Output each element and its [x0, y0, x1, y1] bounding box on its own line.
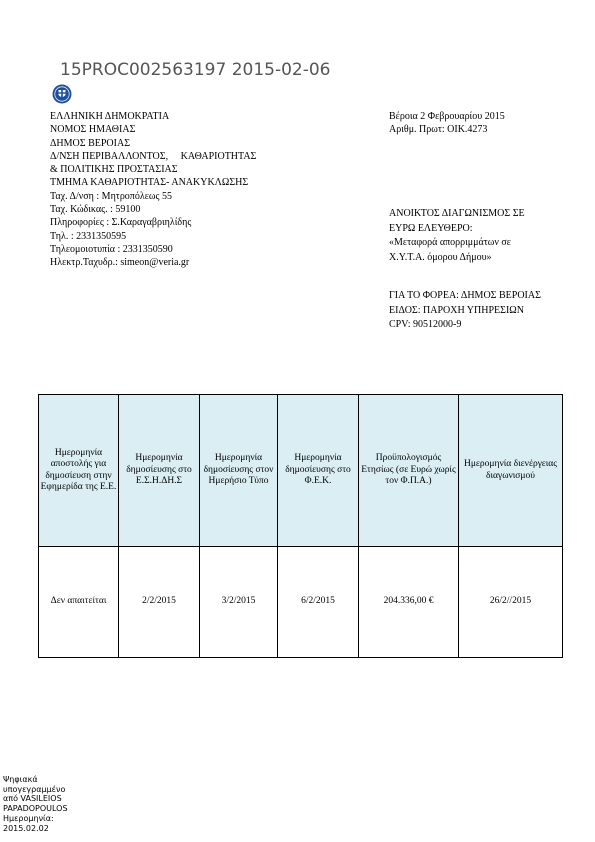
- table-cell: 2/2/2015: [119, 547, 200, 658]
- date-line: Βέροια 2 Φεβρουαρίου 2015: [389, 111, 505, 122]
- table-cell: Δεν απαιτείται: [39, 547, 119, 658]
- date-block: [389, 110, 579, 137]
- sender-line: Ταχ. Δ/νση : Μητροπόλεως 55: [50, 190, 172, 202]
- signature-line: Ψηφιακά: [3, 775, 38, 784]
- table-header-row: [39, 395, 563, 547]
- signature-line: από VASILEIOS: [3, 794, 62, 804]
- table-header-cell: Προϋπολογισμός Ετησίως (σε Ευρώ χωρίς τον Φ.Π.Α.): [359, 395, 459, 547]
- table-row: [39, 547, 563, 658]
- table-header-cell: Ημερομηνία αποστολής για δημοσίευση στην Εφημερίδα της Ε.Ε.: [39, 395, 119, 547]
- greek-emblem-icon: [52, 84, 72, 104]
- sender-line: ΔΗΜΟΣ ΒΕΡΟΙΑΣ: [50, 137, 131, 149]
- sender-line: Πληροφορίες : Σ.Καραγαβριηλίδης: [50, 217, 192, 229]
- tender-line: «Μεταφορά απορριμμάτων σε: [389, 237, 511, 248]
- recipient-line: ΕΙΔΟΣ: ΠΑΡΟΧΗ ΥΠΗΡΕΣΙΩΝ: [389, 304, 524, 316]
- signature-line: Ημερομηνία:: [3, 813, 54, 823]
- publication-table: [38, 394, 563, 658]
- sender-block: [50, 110, 380, 270]
- signature-line: PAPADOPOULOS: [3, 804, 68, 814]
- sender-line: Ηλεκτρ.Ταχυδρ.: simeon@veria.gr: [50, 257, 190, 269]
- sender-line: ΝΟΜΟΣ ΗΜΑΘΙΑΣ: [50, 124, 136, 136]
- sender-line: Τηλ. : 2331350595: [50, 230, 127, 242]
- sender-line: ΕΛΛΗΝΙΚΗ ΔΗΜΟΚΡΑΤΙΑ: [50, 111, 170, 122]
- tender-line: ΕΥΡΩ ΕΛΕΥΘΕΡΟ:: [389, 222, 473, 234]
- cpv-code: CPV: 90512000-9: [389, 319, 462, 330]
- signature-line: υπογεγραμμένο: [3, 784, 66, 794]
- tender-line: Χ.Υ.Τ.Α. όμορου Δήμου»: [389, 251, 492, 263]
- table-cell: 204.336,00 €: [359, 547, 459, 658]
- table-cell: 6/2/2015: [278, 547, 359, 658]
- sender-line: Τηλεομοιοτυπία : 2331350590: [50, 243, 173, 255]
- tender-line: ΑΝΟΙΚΤΟΣ ΔΙΑΓΩΝΙΣΜΟΣ ΣΕ: [389, 208, 525, 219]
- signature-line: 2015.02.02: [3, 823, 49, 833]
- recipient-block: [389, 289, 589, 333]
- table-header-cell: Ημερομηνία δημοσίευσης στο Ε.Σ.Η.ΔΗ.Σ: [119, 395, 200, 547]
- sender-line: ΤΜΗΜΑ ΚΑΘΑΡΙΟΤΗΤΑΣ- ΑΝΑΚΥΚΛΩΣΗΣ: [50, 177, 249, 189]
- digital-signature: [3, 775, 98, 833]
- table-header-cell: Ημερομηνία διενέργειας διαγωνισμού: [459, 395, 563, 547]
- protocol-number: Αριθμ. Πρωτ: ΟΙΚ.4273: [389, 124, 488, 136]
- table-header-cell: Ημερομηνία δημοσίευσης στον Ημερήσιο Τύπο: [200, 395, 278, 547]
- table-cell: 3/2/2015: [200, 547, 278, 658]
- table-cell: 26/2//2015: [459, 547, 563, 658]
- sender-line: & ΠΟΛΙΤΙΚΗΣ ΠΡΟΣΤΑΣΙΑΣ: [50, 164, 178, 176]
- document-id: 15PROC002563197 2015-02-06: [60, 60, 331, 80]
- recipient-line: ΓΙΑ ΤΟ ΦΟΡΕΑ: ΔΗΜΟΣ ΒΕΡΟΙΑΣ: [389, 290, 541, 301]
- sender-line: Ταχ. Κώδικας. : 59100: [50, 204, 141, 216]
- sender-line: Δ/ΝΣΗ ΠΕΡΙΒΑΛΛΟΝΤΟΣ, ΚΑΘΑΡΙΟΤΗΤΑΣ: [50, 150, 257, 162]
- tender-title-block: [389, 207, 584, 265]
- table-header-cell: Ημερομηνία δημοσίευσης στο Φ.Ε.Κ.: [278, 395, 359, 547]
